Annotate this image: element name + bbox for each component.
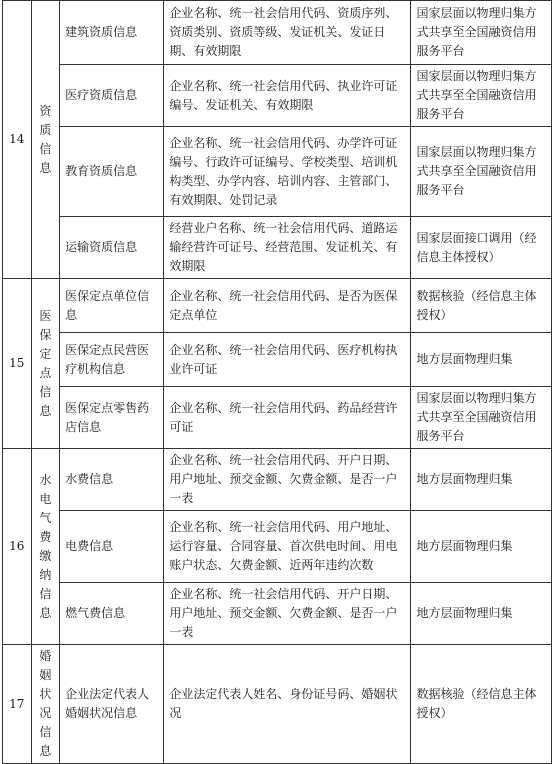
item-name: 运输资质信息 [60,217,164,279]
item-fields: 企业名称、统一社会信用代码、开户日期、用户地址、预交金额、欠费金额、是否一户一表 [164,449,411,511]
item-fields: 企业名称、统一社会信用代码、是否为医保定点单位 [164,279,411,333]
item-method: 地方层面物理归集 [411,333,552,387]
item-method: 地方层面物理归集 [411,511,552,583]
item-method: 数据核验（经信息主体授权） [411,279,552,333]
item-method: 国家层面以物理归集方式共享至全国融资信用服务平台 [411,1,552,65]
row-number: 17 [3,645,32,764]
item-name: 燃气费信息 [60,583,164,645]
table-row [3,583,552,645]
item-name: 水费信息 [60,449,164,511]
row-number: 16 [3,449,32,645]
table-row [3,1,552,65]
row-number: 15 [3,279,32,449]
item-name: 医保定点单位信息 [60,279,164,333]
row-number: 14 [3,1,32,279]
item-name: 电费信息 [60,511,164,583]
table-row [3,217,552,279]
item-method: 地方层面物理归集 [411,583,552,645]
table-body [3,1,552,764]
table-row [3,511,552,583]
item-name: 医保定点零售药店信息 [60,387,164,449]
item-method: 国家层面接口调用（经信息主体授权） [411,217,552,279]
row-category: 水电气费缴纳信息 [31,449,60,645]
item-method: 国家层面以物理归集方式共享至全国融资信用服务平台 [411,127,552,217]
item-fields: 企业名称、统一社会信用代码、医疗机构执业许可证 [164,333,411,387]
item-fields: 企业名称、统一社会信用代码、用户地址、运行容量、合同容量、首次供电时间、用电账户状态、欠费金额、近两年违约次数 [164,511,411,583]
item-fields: 经营业户名称、统一社会信用代码、道路运输经营许可证号、经营范围、发证机关、有效期限 [164,217,411,279]
item-fields: 企业名称、统一社会信用代码、资质序列、资质类别、资质等级、发证机关、发证日期、有效期限 [164,1,411,65]
table-row [3,127,552,217]
item-name: 教育资质信息 [60,127,164,217]
table-row [3,645,552,764]
item-method: 国家层面以物理归集方式共享至全国融资信用服务平台 [411,65,552,127]
table-row [3,279,552,333]
item-method: 数据核验（经信息主体授权） [411,645,552,764]
table-row [3,65,552,127]
item-fields: 企业名称、统一社会信用代码、执业许可证编号、发证机关、有效期限 [164,65,411,127]
row-category: 婚姻状况信息 [31,645,60,764]
item-name: 医保定点民营医疗机构信息 [60,333,164,387]
item-name: 医疗资质信息 [60,65,164,127]
item-fields: 企业名称、统一社会信用代码、开户日期、用户地址、预交金额、欠费金额、是否一户一表 [164,583,411,645]
row-category: 资质信息 [31,1,60,279]
item-fields: 企业法定代表人姓名、身份证号码、婚姻状况 [164,645,411,764]
item-fields: 企业名称、统一社会信用代码、办学许可证编号、行政许可证编号、学校类型、培训机构类型、办学内容、培训内容、主管部门、有效期限、处罚记录 [164,127,411,217]
data-sharing-table [2,0,552,764]
item-name: 企业法定代表人婚姻状况信息 [60,645,164,764]
table-row [3,387,552,449]
item-name: 建筑资质信息 [60,1,164,65]
item-fields: 企业名称、统一社会信用代码、药品经营许可证 [164,387,411,449]
item-method: 地方层面物理归集 [411,449,552,511]
row-category: 医保定点信息 [31,279,60,449]
table-row [3,449,552,511]
table-row [3,333,552,387]
item-method: 国家层面以物理归集方式共享至全国融资信用服务平台 [411,387,552,449]
